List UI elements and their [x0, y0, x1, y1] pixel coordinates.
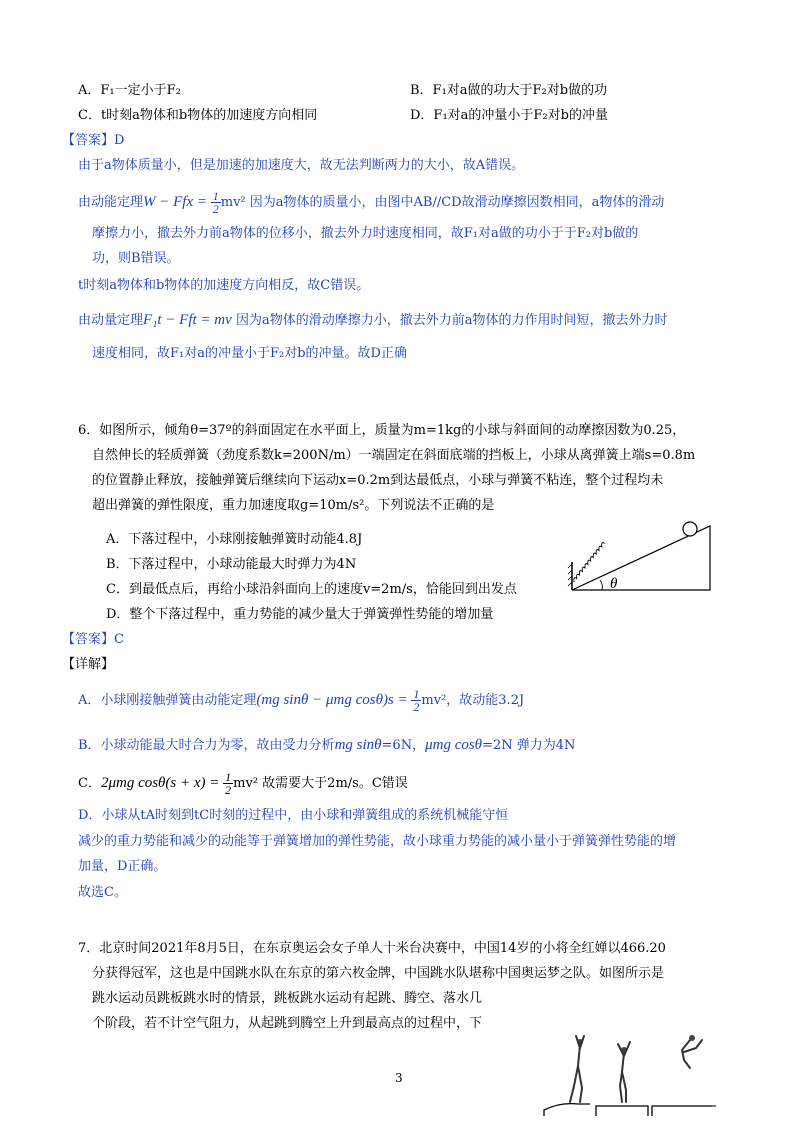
q5-answer: 【答案】D: [62, 133, 125, 148]
q6-stem-4: 超出弹簧的弹性限度，重力加速度取g=10m/s²。下列说法不正确的是: [92, 498, 495, 513]
q6-explanation-d-2: 减少的重力势能和减少的动能等于弹簧增加的弹性势能，故小球重力势能的减小量小于弹簧弹性势能的增: [78, 834, 677, 849]
q5-explanation-1: 由于a物体质量小，但是加速的加速度大，故无法判断两力的大小，故A错误。: [78, 158, 525, 173]
q7-stem-2: 分获得冠军，这也是中国跳水队在东京的第六枚金牌，中国跳水队堪称中国奥运梦之队。如图所示是: [92, 966, 665, 981]
q6-stem-1: 6．如图所示，倾角θ=37º的斜面固定在水平面上，质量为m=1kg的小球与斜面间的动摩擦因数为0.25，: [78, 423, 686, 438]
q6-option-b: B．下落过程中，小球动能最大时弹力为4N: [106, 557, 357, 572]
q6-option-a: A．下落过程中，小球刚接触弹簧时动能4.8J: [106, 532, 363, 547]
q5-option-d: D．F₁对a的冲量小于F₂对b的冲量: [410, 108, 608, 123]
q5-explanation-4: 功，则B错误。: [92, 251, 180, 266]
q5-explanation-2: 由动能定理W − Ffx = $\frac{1}{2}$ mv² 因为a物体的质量小，由图中AB//CD故滑动摩擦因数相同，a物体的滑动: [78, 189, 665, 216]
q6-explanation-d-3: 加量，D正确。: [78, 859, 167, 874]
q6-stem-3: 的位置静止释放，接触弹簧后继续向下运动x=0.2m到达最低点，小球与弹簧不粘连，整个过程均未: [92, 473, 664, 488]
angle-label: θ: [610, 576, 618, 592]
q5-explanation-7: 速度相同，故F₁对a的冲量小于F₂对b的冲量。故D正确: [92, 346, 407, 361]
q6-selection: 故选C。: [78, 885, 127, 900]
incline-figure: [560, 512, 720, 594]
q6-stem-2: 自然伸长的轻质弹簧（劲度系数k=200N/m）一端固定在斜面底端的挡板上，小球从离弹簧上端s=0.8m: [92, 448, 696, 463]
q6-option-d: D．整个下落过程中，重力势能的减少量大于弹簧弹性势能的增加量: [106, 607, 494, 622]
q5-explanation-3: 摩擦力小，撤去外力前a物体的位移小，撤去外力时速度相同，故F₁对a做的功小于于F₂对b做的: [92, 226, 639, 241]
q6-answer: 【答案】C: [62, 632, 124, 647]
q6-explanation-c: C．2μmg cosθ(s + x) = $\frac{1}{2}$ mv² 故需要大于2m/s。C错误: [78, 770, 408, 797]
q5-option-c: C．t时刻a物体和b物体的加速度方向相同: [78, 108, 318, 123]
q5-explanation-6: 由动量定理F₁t − Fft = mv 因为a物体的滑动摩擦力小，撤去外力前a物体的力作用时间短，撤去外力时: [78, 312, 668, 328]
q7-stem-4: 个阶段，若不计空气阻力，从起跳到腾空上升到最高点的过程中，下: [92, 1016, 483, 1031]
q5-explanation-5: t时刻a物体和b物体的加速度方向相反，故C错误。: [78, 278, 370, 293]
diving-figure: [540, 1030, 740, 1120]
q7-stem-3: 跳水运动员跳板跳水时的情景，跳板跳水运动有起跳、腾空、落水几: [92, 991, 483, 1006]
q5-option-b: B．F₁对a做的功大于F₂对b做的功: [410, 83, 608, 98]
q5-option-a: A．F₁一定小于F₂: [78, 83, 181, 98]
q6-explanation-d: D．小球从tA时刻到tC时刻的过程中，由小球和弹簧组成的系统机械能守恒: [78, 808, 509, 823]
q7-stem-1: 7．北京时间2021年8月5日，在东京奥运会女子单人十米台决赛中，中国14岁的小将全红婵以466.20: [78, 941, 666, 956]
page-number: 3: [395, 1071, 403, 1085]
q6-option-c: C．到最低点后，再给小球沿斜面向上的速度v=2m/s，恰能回到出发点: [106, 582, 517, 597]
q6-explanation-b: B．小球动能最大时合力为零，故由受力分析mg sinθ=6N，μmg cosθ=2N 弹力为4N: [78, 737, 576, 753]
q6-explanation-a: A．小球刚接触弹簧由动能定理(mg sinθ − μmg cosθ)s = $\frac{1}{2}$ mv²，故动能3.2J: [78, 687, 525, 714]
q6-detail-heading: 【详解】: [62, 657, 115, 672]
